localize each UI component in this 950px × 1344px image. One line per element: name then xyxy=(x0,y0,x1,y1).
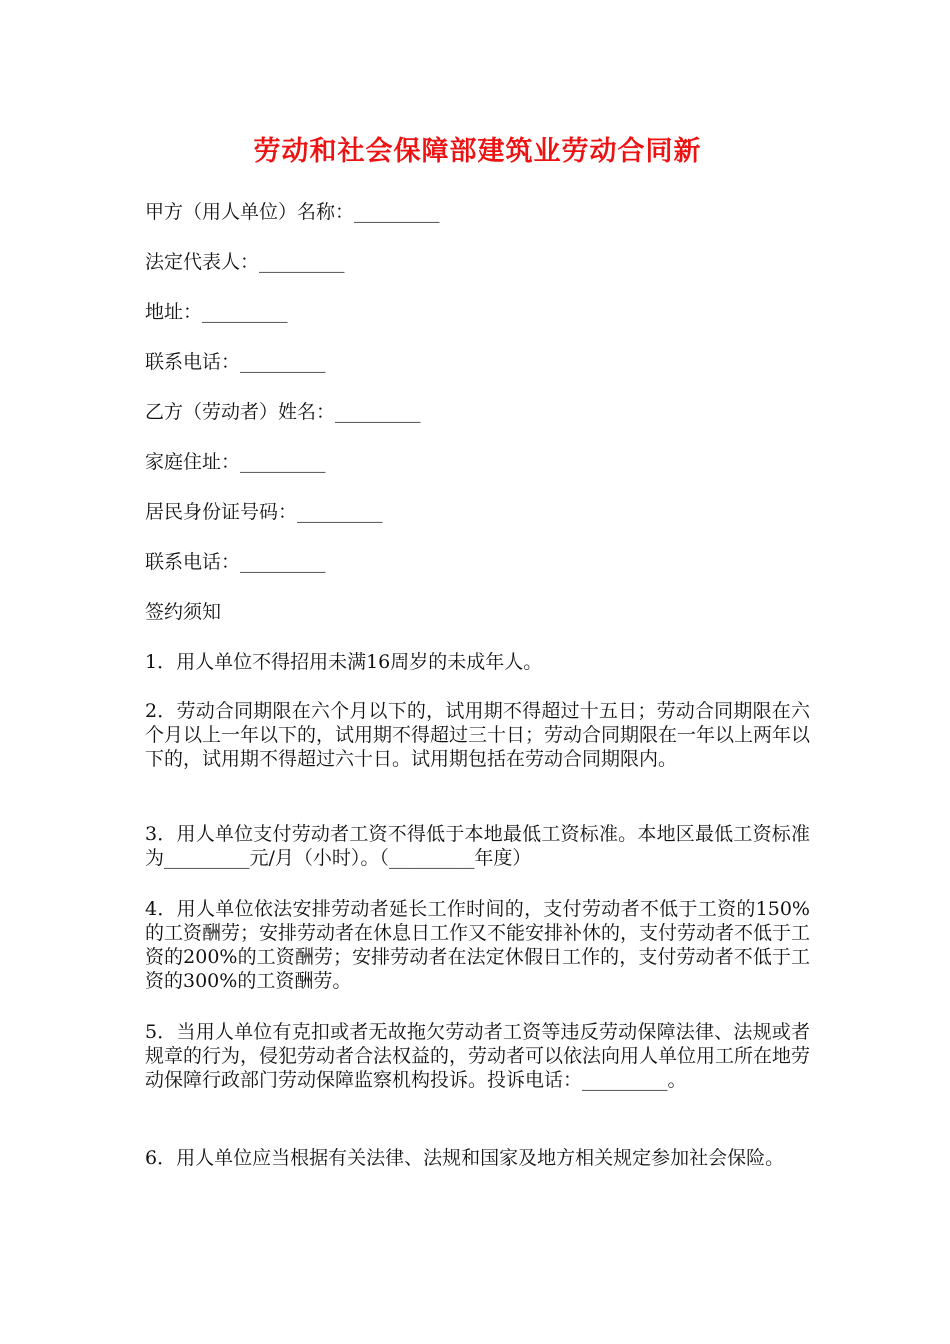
party-b-id-number-field: 居民身份证号码：_________ xyxy=(145,501,383,523)
clause-1: 1．用人单位不得招用未满16周岁的未成年人。 xyxy=(145,651,543,673)
party-b-home-address-field: 家庭住址：_________ xyxy=(145,451,326,473)
document-title: 劳动和社会保障部建筑业劳动合同新 xyxy=(253,136,702,167)
clause-6: 6．用人单位应当根据有关法律、法规和国家及地方相关规定参加社会保险。 xyxy=(145,1147,785,1169)
clause-2: 2．劳动合同期限在六个月以下的，试用期不得超过十五日；劳动合同期限在六个月以上一年以下的，试用期不得超过三十日；劳动合同期限在一年以上两年以下的，试用期不得超过六十日。试用期包括在劳动合同期限内。 xyxy=(145,700,811,770)
clause-5: 5．当用人单位有克扣或者无故拖欠劳动者工资等违反劳动保障法律、法规或者规章的行为，侵犯劳动者合法权益的，劳动者可以依法向用人单位用工所在地劳动保障行政部门劳动保障监察机构投诉。投诉电话：_________。 xyxy=(145,1021,811,1091)
clause-4: 4．用人单位依法安排劳动者延长工作时间的，支付劳动者不低于工资的150%的工资酬劳；安排劳动者在休息日工作又不能安排补休的，支付劳动者不低于工资的200%的工资酬劳；安排劳动者在法定休假日工作的，支付劳动者不低于工资的300%的工资酬劳。 xyxy=(145,898,811,992)
clause-3: 3．用人单位支付劳动者工资不得低于本地最低工资标准。本地区最低工资标准为_________元/月（小时）。（_________年度） xyxy=(145,823,810,869)
party-a-address-field: 地址：_________ xyxy=(145,301,288,323)
party-a-phone-field: 联系电话：_________ xyxy=(145,351,326,373)
party-b-name-field: 乙方（劳动者）姓名：_________ xyxy=(145,401,421,423)
party-a-name-field: 甲方（用人单位）名称：_________ xyxy=(145,201,440,223)
party-b-phone-field: 联系电话：_________ xyxy=(145,551,326,573)
notice-heading: 签约须知 xyxy=(145,601,222,623)
legal-representative-field: 法定代表人：_________ xyxy=(145,251,345,273)
